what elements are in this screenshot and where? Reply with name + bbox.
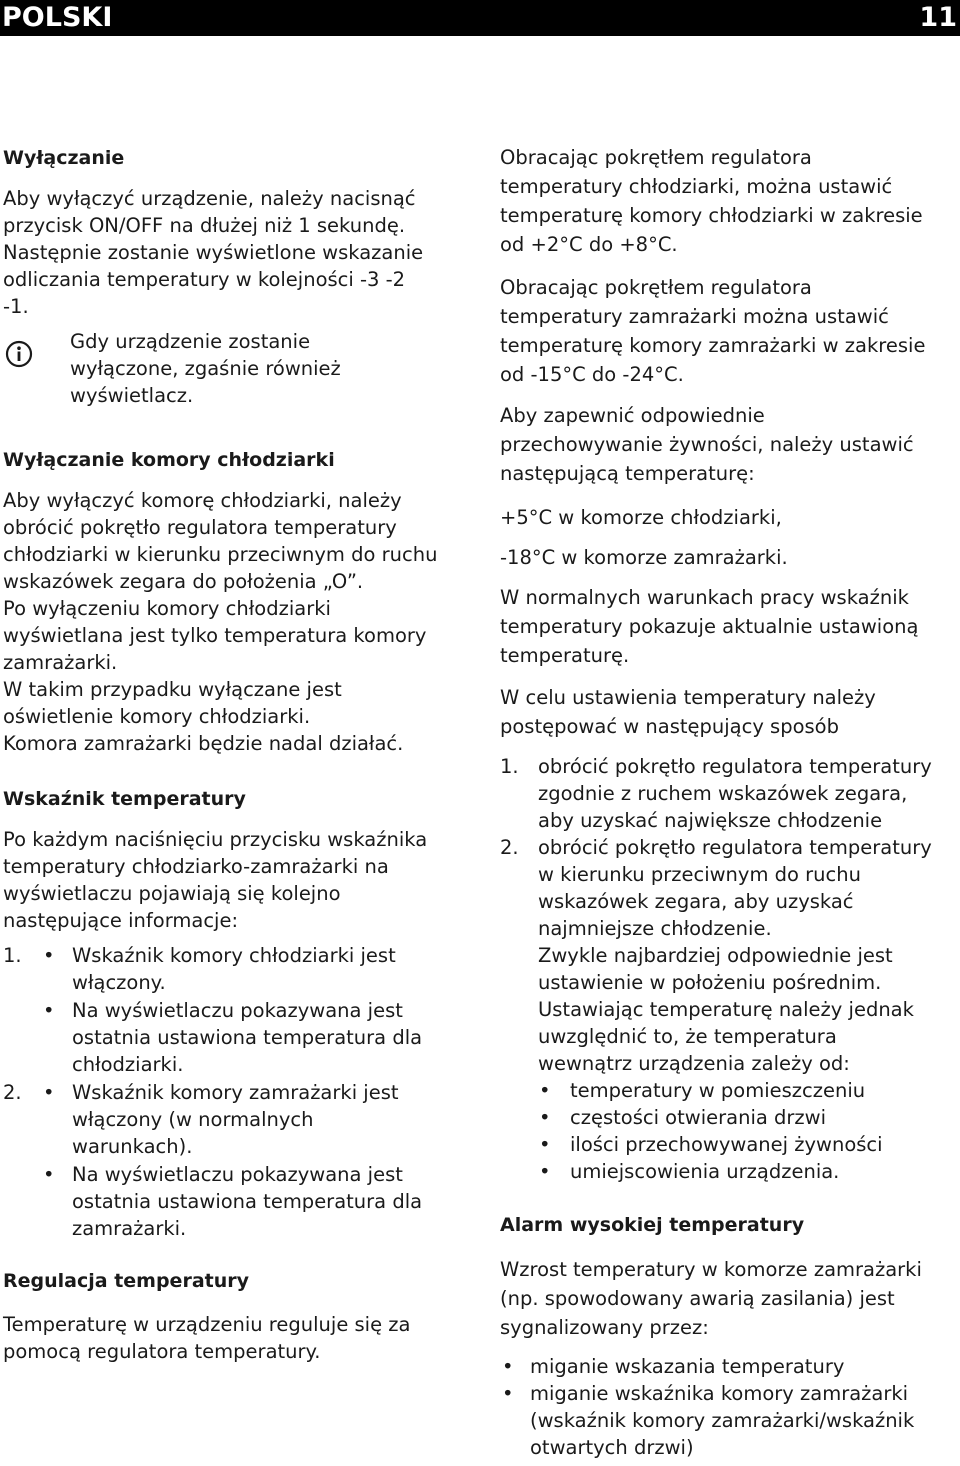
language-label: POLSKI [2,2,113,33]
text-line: odliczania temperatury w kolejności -3 -2 [3,268,406,291]
text-line: W celu ustawienia temperatury należy [500,686,876,709]
info-icon [5,340,33,368]
text-line: miganie wskaźnika komory zamrażarki [530,1382,909,1405]
step-1-text [538,753,932,834]
text-line: Na wyświetlaczu pokazywana jest [72,999,403,1022]
text-line: ustawienie w położeniu pośrednim. [538,971,882,994]
text-line: temperatury chłodziarki, można ustawić [500,175,893,198]
bullet-marker: • [539,1133,551,1156]
section-heading-temperature-regulation: Regulacja temperatury [3,1270,249,1292]
text-line: otwartych drzwi) [530,1436,694,1459]
bullet-marker: • [539,1106,551,1129]
text-line: ostatnia ustawiona temperatura dla [72,1190,423,1213]
text-line: temperatury pokazuje aktualnie ustawioną [500,615,919,638]
factor-item: umiejscowienia urządzenia. [570,1160,840,1183]
bullet-marker: • [502,1382,514,1405]
text-line: włączony (w normalnych [72,1108,314,1131]
text-line: temperaturę komory chłodziarki w zakresie [500,204,923,227]
text-line: zamrażarki. [72,1217,187,1240]
factor-item: częstości otwierania drzwi [570,1106,827,1129]
page-header [0,0,960,36]
text-line: -1. [3,295,29,318]
text-line: temperaturę komory zamrażarki w zakresie [500,334,926,357]
list-item-text [72,997,422,1078]
text-line: Na wyświetlaczu pokazywana jest [72,1163,403,1186]
step-2-number: 2. [500,836,519,859]
text-line: obrócić pokrętło regulatora temperatury [538,836,932,859]
temperature-indicator-text [3,826,427,934]
text-line: temperaturę. [500,644,630,667]
text-line: wyświetlacz. [70,384,194,407]
text-line: temperatury chłodziarko-zamrażarki na [3,855,389,878]
text-line: W normalnych warunkach pracy wskaźnik [500,586,909,609]
bullet-marker: • [43,944,55,967]
text-line: pomocą regulatora temperatury. [3,1340,321,1363]
text-line: Następnie zostanie wyświetlone wskazanie [3,241,424,264]
step-2-text [538,834,932,1077]
text-line: Obracając pokrętłem regulatora [500,276,812,299]
text-line: wyświetlana jest tylko temperatura komory [3,624,427,647]
text-line: wskazówek zegara, aby uzyskać [538,890,854,913]
section-heading-switching-off: Wyłączanie [3,147,125,169]
text-line: Po każdym naciśnięciu przycisku wskaźnika [3,828,428,851]
text-line: Zwykle najbardziej odpowiednie jest [538,944,893,967]
text-line: ostatnia ustawiona temperatura dla [72,1026,423,1049]
switching-off-text [3,185,423,320]
step-1-number: 1. [500,755,519,778]
note-text [70,328,341,409]
text-line: Wskaźnik komory zamrażarki jest [72,1081,399,1104]
text-line: aby uzyskać największe chłodzenie [538,809,883,832]
setting-procedure-text [500,683,876,741]
text-line: wskazówek zegara do położenia „O”. [3,570,364,593]
section-heading-temperature-indicator: Wskaźnik temperatury [3,788,246,810]
page-number: 11 [919,2,957,33]
factor-item: temperatury w pomieszczeniu [570,1079,866,1102]
bullet-marker: • [539,1160,551,1183]
recommended-temperature-text [500,401,914,488]
text-line: Aby wyłączyć komorę chłodziarki, należy [3,489,402,512]
text-line: Ustawiając temperaturę należy jednak [538,998,914,1021]
text-line: od -15°C do -24°C. [500,363,684,386]
bullet-marker: • [539,1079,551,1102]
freezer-setting-text: -18°C w komorze zamrażarki. [500,546,788,569]
text-line: Po wyłączeniu komory chłodziarki [3,597,331,620]
text-line: chłodziarki w kierunku przeciwnym do ruchu [3,543,438,566]
list-item-text [72,942,396,996]
freezer-range-text [500,273,925,389]
text-line: zgodnie z ruchem wskazówek zegara, [538,782,908,805]
text-line: (np. spowodowany awarią zasilania) jest [500,1287,895,1310]
text-line: Komora zamrażarki będzie nadal działać. [3,732,404,755]
text-line: następującą temperaturę: [500,462,755,485]
factor-item: ilości przechowywanej żywności [570,1133,883,1156]
bullet-marker: • [502,1355,514,1378]
text-line: obrócić pokrętło regulatora temperatury [538,755,932,778]
text-line: przechowywanie żywności, należy ustawić [500,433,914,456]
text-line: chłodziarki. [72,1053,184,1076]
text-line: wyłączone, zgaśnie również [70,357,341,380]
text-line: wewnątrz urządzenia zależy od: [538,1052,850,1075]
indicator-normal-text [500,583,918,670]
text-line: W takim przypadku wyłączane jest [3,678,342,701]
text-line: od +2°C do +8°C. [500,233,678,256]
bullet-marker: • [43,999,55,1022]
text-line: temperatury zamrażarki można ustawić [500,305,889,328]
text-line: sygnalizowany przez: [500,1316,709,1339]
text-line: zamrażarki. [3,651,118,674]
list-item-text [72,1161,422,1242]
bullet-marker: • [43,1081,55,1104]
text-line: Aby wyłączyć urządzenie, należy nacisnąć [3,187,416,210]
fridge-setting-text: +5°C w komorze chłodziarki, [500,506,782,529]
list-item-text [72,1079,399,1160]
section-heading-high-temperature-alarm: Alarm wysokiej temperatury [500,1214,805,1236]
fridge-range-text [500,143,923,259]
text-line: najmniejsze chłodzenie. [538,917,772,940]
text-line: warunkach). [72,1135,193,1158]
text-line: postępować w następujący sposób [500,715,839,738]
text-line: wyświetlaczu pojawiają się kolejno [3,882,341,905]
text-line: obrócić pokrętło regulatora temperatury [3,516,397,539]
bullet-marker: • [43,1163,55,1186]
text-line: Obracając pokrętłem regulatora [500,146,812,169]
text-line: uwzględnić to, że temperatura [538,1025,837,1048]
list-item-2-number: 2. [3,1081,22,1104]
text-line: Gdy urządzenie zostanie [70,330,311,353]
text-line: w kierunku przeciwnym do ruchu [538,863,861,886]
text-line: włączony. [72,971,166,994]
alarm-list-item: miganie wskazania temperatury [530,1355,845,1378]
text-line: Temperaturę w urządzeniu reguluje się za [3,1313,411,1336]
list-item-1-number: 1. [3,944,22,967]
temperature-regulation-text [3,1311,410,1365]
alarm-text [500,1255,922,1342]
text-line: Wzrost temperatury w komorze zamrażarki [500,1258,922,1281]
text-line: oświetlenie komory chłodziarki. [3,705,311,728]
alarm-list-item [530,1380,914,1461]
text-line: następujące informacje: [3,909,239,932]
text-line: (wskaźnik komory zamrażarki/wskaźnik [530,1409,915,1432]
text-line: Wskaźnik komory chłodziarki jest [72,944,396,967]
text-line: przycisk ON/OFF na dłużej niż 1 sekundę. [3,214,406,237]
fridge-off-text [3,487,437,757]
section-heading-fridge-off: Wyłączanie komory chłodziarki [3,449,335,471]
text-line: Aby zapewnić odpowiednie [500,404,765,427]
